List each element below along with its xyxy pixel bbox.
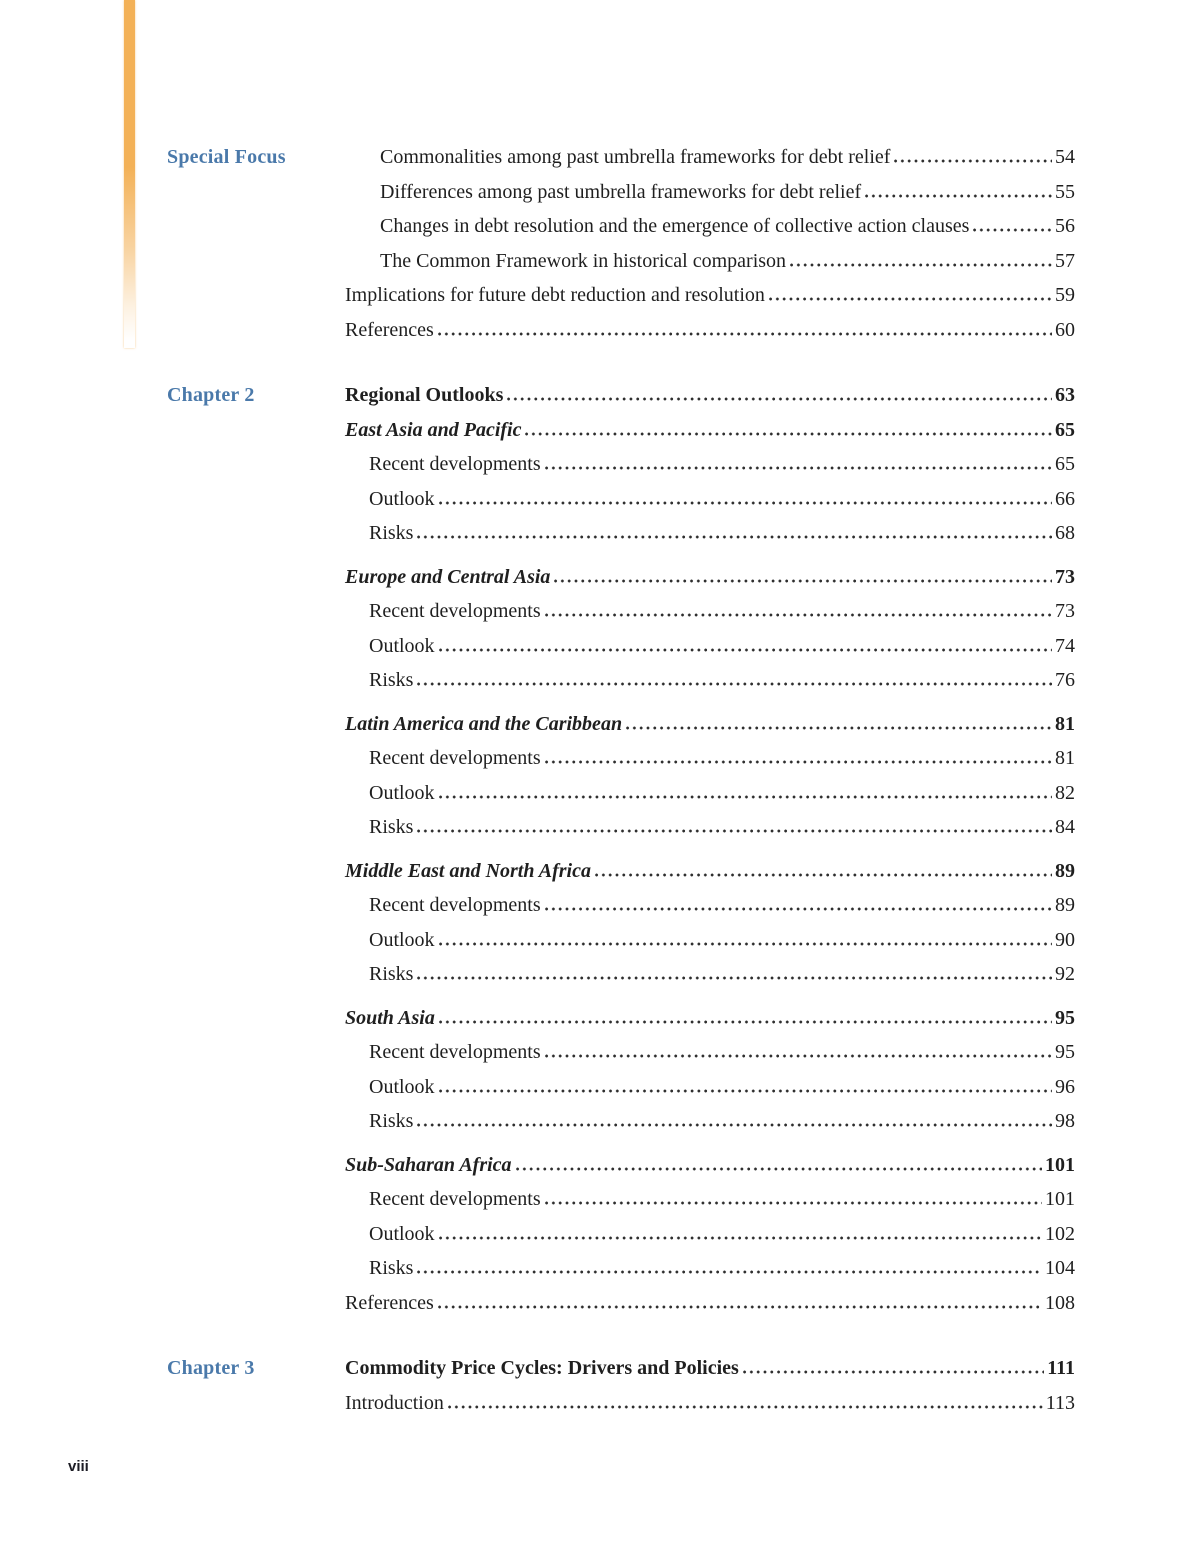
toc-entry-title[interactable]: Risks [369, 1110, 414, 1132]
dot-leader [545, 613, 1052, 617]
dot-leader [417, 1270, 1042, 1274]
page-number: viii [68, 1458, 89, 1475]
toc-entry-title[interactable]: References [345, 1291, 434, 1314]
toc-entry-outlook[interactable] [345, 776, 1075, 811]
dot-leader [894, 159, 1052, 163]
dot-leader [595, 873, 1052, 877]
toc-entry-title[interactable]: Latin America and the Caribbean [345, 712, 623, 735]
toc-entry-title[interactable]: Risks [369, 669, 414, 691]
toc-entry-title[interactable]: Recent developments [369, 1041, 541, 1063]
dot-leader [417, 1123, 1052, 1127]
dot-leader [438, 1305, 1042, 1309]
toc-entry-the-common-framework-in-historical-comparison[interactable] [345, 244, 1075, 279]
toc-entry-page[interactable]: 56 [1055, 215, 1075, 237]
toc-entry-implications-for-future-debt-reduction-and-resolution[interactable] [345, 278, 1075, 313]
dot-leader [439, 648, 1052, 652]
toc-entry-risks[interactable] [345, 1251, 1075, 1286]
dot-leader [439, 1236, 1042, 1240]
toc-entry-risks[interactable] [345, 663, 1075, 698]
toc-entry-page[interactable]: 98 [1055, 1110, 1075, 1132]
toc-entry-page[interactable]: 95 [1055, 1041, 1075, 1063]
toc-entry-page[interactable]: 92 [1055, 963, 1075, 985]
toc-entry-risks[interactable] [345, 1104, 1075, 1139]
toc-entry-title[interactable]: Recent developments [369, 1188, 541, 1210]
toc-entry-latin-america-and-the-caribbean[interactable] [345, 707, 1075, 742]
toc-entry-title[interactable]: Regional Outlooks [345, 384, 504, 406]
dot-leader [439, 942, 1052, 946]
toc-entry-page[interactable]: 68 [1055, 522, 1075, 544]
toc-entry-references[interactable] [345, 1286, 1075, 1321]
section-rows [345, 140, 1075, 347]
toc-entry-page[interactable]: 95 [1055, 1006, 1075, 1029]
toc-entry-title[interactable]: Commodity Price Cycles: Drivers and Policies [345, 1357, 739, 1379]
toc-entry-title[interactable]: Risks [369, 1257, 414, 1279]
toc-entry-title[interactable]: Recent developments [369, 453, 541, 475]
toc-entry-page[interactable]: 102 [1045, 1222, 1075, 1245]
toc-entry-title[interactable]: Sub-Saharan Africa [345, 1153, 512, 1176]
toc-entry-title[interactable]: East Asia and Pacific [345, 418, 522, 441]
toc-entry-page[interactable]: 60 [1055, 318, 1075, 341]
toc-entry-page[interactable]: 73 [1055, 565, 1075, 588]
section-rows [345, 1351, 1075, 1420]
dot-leader [438, 332, 1052, 336]
dot-leader [507, 397, 1052, 401]
dot-leader [417, 682, 1052, 686]
toc-entry-page[interactable]: 111 [1047, 1357, 1075, 1379]
toc-entry-title[interactable]: Introduction [345, 1391, 444, 1414]
toc-entry-title[interactable]: Middle East and North Africa [345, 859, 591, 882]
toc-entry-page[interactable]: 81 [1055, 747, 1075, 769]
dot-leader [545, 1201, 1042, 1205]
toc-entry-risks[interactable] [345, 810, 1075, 845]
toc-entry-introduction[interactable] [345, 1386, 1075, 1421]
toc-entry-south-asia[interactable] [345, 1001, 1075, 1036]
toc-entry-page[interactable]: 82 [1055, 781, 1075, 804]
toc-entry-page[interactable]: 65 [1055, 418, 1075, 441]
dot-leader [439, 501, 1052, 505]
toc-entry-references[interactable] [345, 313, 1075, 348]
toc-entry-recent-developments[interactable] [345, 741, 1075, 776]
toc-entry-title[interactable]: Risks [369, 522, 414, 544]
toc-entry-page[interactable]: 89 [1055, 859, 1075, 882]
toc-entry-title[interactable]: Commonalities among past umbrella frameworks for debt relief [380, 146, 891, 168]
toc-section-special-focus [167, 140, 1075, 347]
toc-entry-page[interactable]: 73 [1055, 600, 1075, 622]
toc-entry-title[interactable]: References [345, 318, 434, 341]
toc-entry-title[interactable]: Differences among past umbrella frameworks for debt relief [380, 180, 862, 203]
section-rows [345, 378, 1075, 1320]
dot-leader [554, 579, 1052, 583]
toc-entry-page[interactable]: 65 [1055, 453, 1075, 475]
toc-entry-page[interactable]: 101 [1045, 1188, 1075, 1210]
toc-entry-page[interactable]: 84 [1055, 816, 1075, 838]
dot-leader [439, 1020, 1052, 1024]
toc-entry-europe-and-central-asia[interactable] [345, 560, 1075, 595]
section-label: Chapter 2 [167, 384, 255, 406]
toc-entry-page[interactable]: 104 [1045, 1257, 1075, 1279]
toc-entry-differences-among-past-umbrella-frameworks-for-debt-relief[interactable] [345, 175, 1075, 210]
toc-entry-page[interactable]: 55 [1055, 180, 1075, 203]
dot-leader [545, 760, 1052, 764]
toc-entry-changes-in-debt-resolution-and-the-emergence-of-collective-action-clauses[interactable] [345, 209, 1075, 244]
dot-leader [626, 726, 1052, 730]
toc-entry-outlook[interactable] [345, 1217, 1075, 1252]
decorative-sidebar-bar [124, 0, 135, 348]
toc-entry-title[interactable]: South Asia [345, 1006, 435, 1029]
toc-entry-page[interactable]: 113 [1045, 1391, 1075, 1414]
toc-entry-middle-east-and-north-africa[interactable] [345, 854, 1075, 889]
dot-leader [973, 228, 1052, 232]
toc-entry-page[interactable]: 57 [1055, 249, 1075, 272]
toc-entry-regional-outlooks[interactable] [345, 378, 1075, 413]
toc-entry-outlook[interactable] [345, 1070, 1075, 1105]
toc-entry-title[interactable]: Outlook [369, 1075, 435, 1098]
toc-entry-page[interactable]: 54 [1055, 146, 1075, 168]
toc-entry-page[interactable]: 108 [1045, 1291, 1075, 1314]
dot-leader [439, 795, 1052, 799]
toc-entry-title[interactable]: Outlook [369, 928, 435, 951]
toc-entry-page[interactable]: 96 [1055, 1075, 1075, 1098]
toc-entry-title[interactable]: Outlook [369, 487, 435, 510]
dot-leader [545, 907, 1052, 911]
toc-entry-page[interactable]: 66 [1055, 487, 1075, 510]
toc-entry-east-asia-and-pacific[interactable] [345, 413, 1075, 448]
toc-entry-title[interactable]: Outlook [369, 634, 435, 657]
toc-entry-title[interactable]: Implications for future debt reduction and resolution [345, 284, 765, 306]
toc-entry-recent-developments[interactable] [345, 594, 1075, 629]
toc-entry-recent-developments[interactable] [345, 1035, 1075, 1070]
toc-entry-risks[interactable] [345, 516, 1075, 551]
toc-entry-title[interactable]: Recent developments [369, 894, 541, 916]
toc-entry-commodity-price-cycles-drivers-and-policies[interactable] [345, 1351, 1075, 1386]
dot-leader [545, 1054, 1052, 1058]
section-label: Chapter 3 [167, 1357, 255, 1379]
toc-entry-title[interactable]: Outlook [369, 1222, 435, 1245]
toc-entry-page[interactable]: 74 [1055, 634, 1075, 657]
toc-entry-title[interactable]: Risks [369, 816, 414, 838]
toc-entry-title[interactable]: Outlook [369, 781, 435, 804]
toc-entry-page[interactable]: 101 [1045, 1153, 1075, 1176]
toc-entry-title[interactable]: Recent developments [369, 747, 541, 769]
toc-entry-title[interactable]: The Common Framework in historical comparison [380, 249, 787, 272]
toc-entry-commonalities-among-past-umbrella-frameworks-for-debt-relief[interactable] [345, 140, 1075, 175]
table-of-contents [167, 140, 1075, 1451]
dot-leader [865, 194, 1052, 198]
toc-entry-page[interactable]: 63 [1055, 384, 1075, 406]
dot-leader [448, 1405, 1043, 1409]
toc-entry-outlook[interactable] [345, 629, 1075, 664]
toc-entry-page[interactable]: 89 [1055, 894, 1075, 916]
toc-entry-risks[interactable] [345, 957, 1075, 992]
toc-entry-title[interactable]: Changes in debt resolution and the emergence of collective action clauses [380, 215, 970, 237]
toc-entry-recent-developments[interactable] [345, 447, 1075, 482]
toc-entry-page[interactable]: 81 [1055, 712, 1075, 735]
dot-leader [439, 1089, 1052, 1093]
toc-section-chapter-3 [167, 1351, 1075, 1420]
dot-leader [516, 1167, 1042, 1171]
toc-entry-page[interactable]: 59 [1055, 284, 1075, 306]
section-label: Special Focus [167, 146, 286, 168]
toc-entry-page[interactable]: 76 [1055, 669, 1075, 691]
dot-leader [769, 297, 1052, 301]
dot-leader [790, 263, 1052, 267]
toc-entry-recent-developments[interactable] [345, 1182, 1075, 1217]
dot-leader [417, 829, 1052, 833]
toc-entry-title[interactable]: Risks [369, 963, 414, 985]
toc-entry-recent-developments[interactable] [345, 888, 1075, 923]
toc-entry-title[interactable]: Recent developments [369, 600, 541, 622]
dot-leader [417, 976, 1052, 980]
toc-entry-page[interactable]: 90 [1055, 928, 1075, 951]
toc-entry-sub-saharan-africa[interactable] [345, 1148, 1075, 1183]
dot-leader [743, 1370, 1044, 1374]
toc-entry-outlook[interactable] [345, 482, 1075, 517]
toc-entry-title[interactable]: Europe and Central Asia [345, 565, 551, 588]
toc-section-chapter-2 [167, 378, 1075, 1320]
dot-leader [417, 535, 1052, 539]
dot-leader [525, 432, 1052, 436]
toc-entry-outlook[interactable] [345, 923, 1075, 958]
dot-leader [545, 466, 1052, 470]
